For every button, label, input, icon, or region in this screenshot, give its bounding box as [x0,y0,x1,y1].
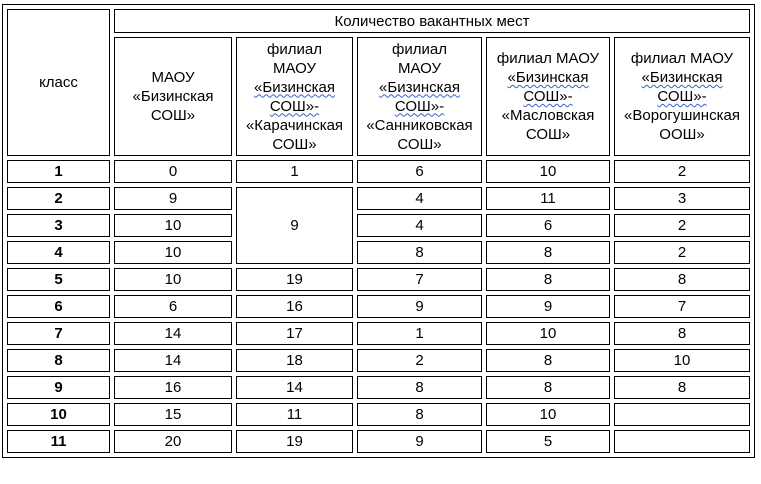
school-header-line: «Бизинская [254,78,335,96]
school-header-line: филиал МАОУ [630,50,734,67]
school-header-line: филиал [267,40,322,58]
class-cell: 1 [7,160,110,183]
table-row [7,403,750,426]
value-cell: 17 [236,322,353,345]
class-cell: 7 [7,322,110,345]
value-cell: 7 [614,295,750,318]
value-cell: 6 [357,160,482,183]
class-cell: 6 [7,295,110,318]
value-cell: 16 [114,376,232,399]
table-row [7,295,750,318]
value-cell: 19 [236,268,353,291]
school-header-line: «Карачинская [245,116,344,134]
school-header-1 [114,37,232,156]
value-cell: 2 [614,214,750,237]
value-cell: 20 [114,430,232,453]
value-cell: 7 [357,268,482,291]
value-cell: 11 [486,187,610,210]
school-header-line: «Санниковская [366,116,473,134]
school-header-line: «Бизинская [641,69,723,86]
value-cell: 1 [357,322,482,345]
value-cell: 8 [357,403,482,426]
value-cell: 10 [614,349,750,372]
class-cell: 4 [7,241,110,264]
value-cell: 10 [114,241,232,264]
value-cell: 10 [114,214,232,237]
vacancy-table-container [2,4,755,458]
value-cell: 8 [486,349,610,372]
value-cell: 9 [236,187,353,264]
table-row [7,376,750,399]
value-cell [614,403,750,426]
school-header-4 [486,37,610,156]
class-cell: 2 [7,187,110,210]
school-header-5 [614,37,750,156]
school-header-line: ООШ» [659,126,705,143]
value-cell: 8 [486,376,610,399]
value-cell: 8 [357,241,482,264]
value-cell: 16 [236,295,353,318]
value-cell: 10 [486,322,610,345]
value-cell: 4 [357,214,482,237]
value-cell: 11 [236,403,353,426]
value-cell: 2 [357,349,482,372]
school-header-3 [357,37,482,156]
value-cell: 8 [486,268,610,291]
value-cell: 9 [114,187,232,210]
class-header: класс [7,9,110,156]
value-cell: 10 [486,160,610,183]
table-row [7,241,750,264]
school-header-line: СОШ» [272,135,317,153]
vacancy-table [2,4,755,458]
school-header-line: СОШ»- [394,97,445,115]
value-cell: 14 [114,322,232,345]
value-cell: 10 [486,403,610,426]
value-cell: 8 [614,322,750,345]
value-cell: 0 [114,160,232,183]
school-header-line: СОШ»- [269,97,320,115]
table-row [7,214,750,237]
school-header-line: МАОУ [272,59,317,77]
school-header-line: «Бизинская [379,78,460,96]
value-cell: 2 [614,241,750,264]
value-cell: 10 [114,268,232,291]
school-header-line: «Бизинская [132,88,214,105]
value-cell: 6 [486,214,610,237]
school-header-line: МАОУ [397,59,442,77]
value-cell: 8 [357,376,482,399]
class-cell: 10 [7,403,110,426]
school-header-line: филиал МАОУ [496,50,600,67]
group-header: Количество вакантных мест [114,9,750,33]
value-cell: 14 [236,376,353,399]
school-header-line: СОШ»- [523,88,573,105]
value-cell: 8 [614,376,750,399]
class-cell: 8 [7,349,110,372]
class-cell: 11 [7,430,110,453]
school-header-line: «Бизинская [507,69,589,86]
value-cell [614,430,750,453]
class-cell: 9 [7,376,110,399]
table-row [7,160,750,183]
value-cell: 18 [236,349,353,372]
value-cell: 15 [114,403,232,426]
table-row [7,349,750,372]
school-header-line: «Масловская [501,107,595,124]
value-cell: 9 [357,430,482,453]
value-cell: 3 [614,187,750,210]
school-header-line: СОШ»- [657,88,707,105]
value-cell: 5 [486,430,610,453]
value-cell: 8 [614,268,750,291]
table-row [7,430,750,453]
value-cell: 6 [114,295,232,318]
table-row [7,187,750,210]
school-header-line: МАОУ [151,69,195,86]
value-cell: 9 [486,295,610,318]
class-cell: 3 [7,214,110,237]
school-header-line: СОШ» [525,126,571,143]
value-cell: 4 [357,187,482,210]
school-header-2 [236,37,353,156]
value-cell: 2 [614,160,750,183]
value-cell: 9 [357,295,482,318]
school-header-line: СОШ» [150,107,196,124]
class-cell: 5 [7,268,110,291]
school-header-line: «Ворогушинская [624,107,740,124]
school-header-line: филиал [392,40,447,58]
value-cell: 19 [236,430,353,453]
school-header-line: СОШ» [397,135,442,153]
table-row [7,322,750,345]
table-row [7,268,750,291]
value-cell: 8 [486,241,610,264]
value-cell: 1 [236,160,353,183]
value-cell: 14 [114,349,232,372]
